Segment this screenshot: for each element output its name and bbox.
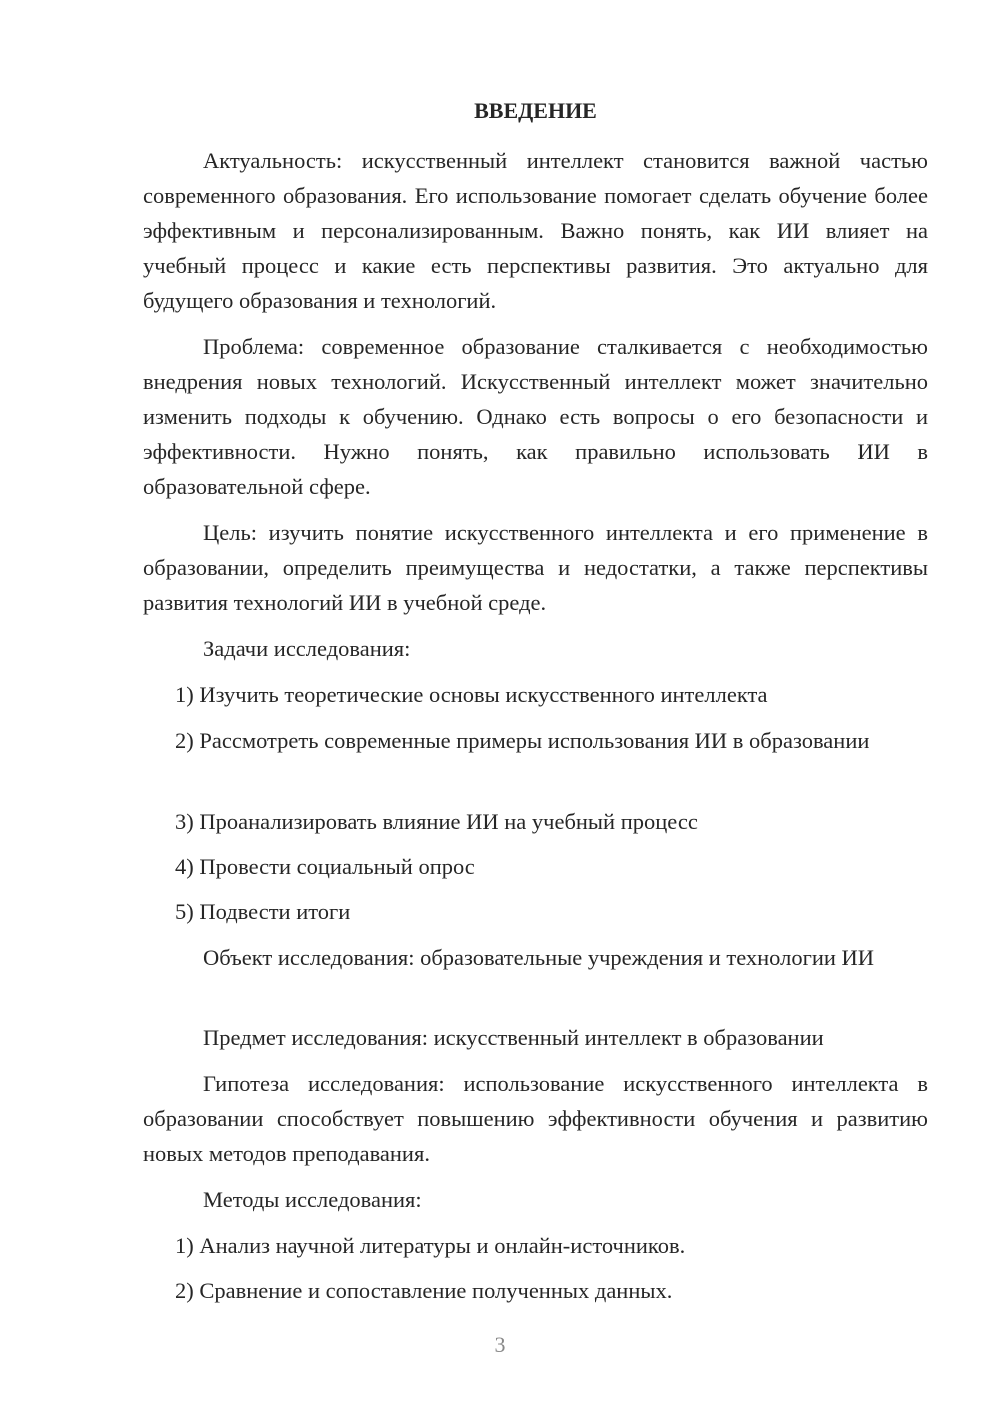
methods-heading: Методы исследования: (203, 1187, 422, 1212)
object-paragraph: Объект исследования: образовательные учреждения и технологии ИИ (203, 945, 875, 970)
method-item: 1) Анализ научной литературы и онлайн-источников. (175, 1233, 686, 1258)
task-item: 2) Рассмотреть современные примеры использования ИИ в образовании (175, 728, 870, 753)
method-item: 2) Сравнение и сопоставление полученных данных. (175, 1278, 673, 1303)
task-item: 4) Провести социальный опрос (175, 854, 475, 879)
relevance-paragraph: Актуальность: искусственный интеллект становится важной частью современного образования. Его использование помогает сделать обучение более эффективным и персонализированным. Важно понять, как ИИ влияет на учебный процесс и какие есть перспективы развития. Это актуально для будущего образования и технологий. (143, 148, 928, 313)
task-item: 3) Проанализировать влияние ИИ на учебный процесс (175, 809, 698, 834)
problem-paragraph: Проблема: современное образование сталкивается с необходимостью внедрения новых технологий. Искусственный интеллект может значительно изменить подходы к обучению. Однако есть вопросы о его безопасности и эффективности. Нужно понять, как правильно использовать ИИ в образовательной сфере. (143, 334, 928, 499)
task-item: 1) Изучить теоретические основы искусственного интеллекта (175, 682, 768, 707)
subject-paragraph: Предмет исследования: искусственный интеллект в образовании (203, 1025, 824, 1050)
page-number: 3 (494, 1332, 506, 1357)
page-title: ВВЕДЕНИЕ (474, 98, 597, 123)
hypothesis-paragraph: Гипотеза исследования: использование искусственного интеллекта в образовании способствует повышению эффективности обучения и развитию новых методов преподавания. (143, 1071, 928, 1166)
tasks-heading: Задачи исследования: (203, 636, 411, 661)
task-item: 5) Подвести итоги (175, 899, 351, 924)
goal-paragraph: Цель: изучить понятие искусственного интеллекта и его применение в образовании, определить преимущества и недостатки, а также перспективы развития технологий ИИ в учебной среде. (143, 520, 928, 615)
